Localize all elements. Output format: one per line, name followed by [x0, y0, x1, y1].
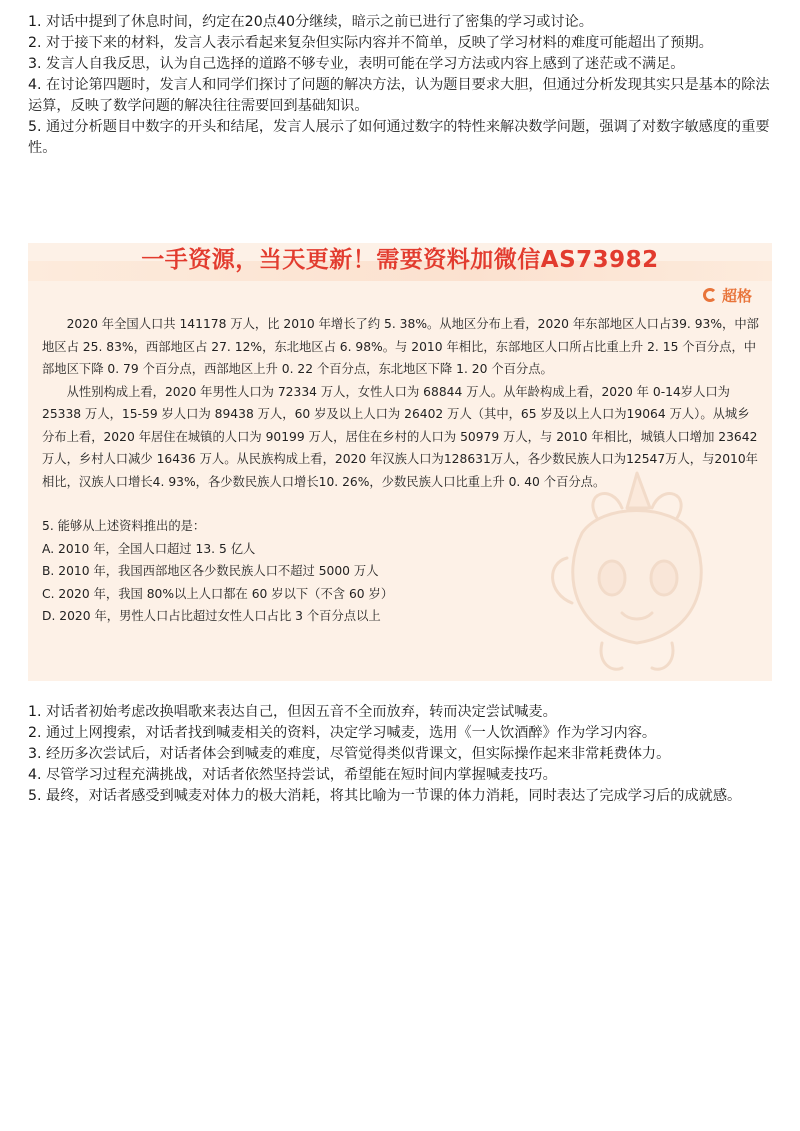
brand-g-icon [703, 288, 717, 302]
passage-paragraph: 2020 年全国人口共 141178 万人，比 2010 年增长了约 5. 38%。从地区分布上看，2020 年东部地区人口占39. 93%，中部地区占 25. 83%，西部地区占 27. 12%，东北地区占 6. 98%。与 2010 年相比，东部地区人口所占比重上升 2. 15 个百分点，中部地区下降 0. 79 个百分点，西部地区上升 0. 22 个百分点，东北地区下降 1. 20 个百分点。 [42, 317, 759, 376]
summary-item: 3. 发言人自我反思，认为自己选择的道路不够专业，表明可能在学习方法或内容上感到了迷茫或不满足。 [28, 56, 685, 72]
question-block [42, 515, 642, 628]
summary-item: 1. 对话者初始考虑改换唱歌来表达自己，但因五音不全而放弃，转而决定尝试喊麦。 [28, 704, 557, 720]
summary-list-bottom [28, 702, 772, 807]
summary-item: 4. 尽管学习过程充满挑战，对话者依然坚持尝试，希望能在短时间内掌握喊麦技巧。 [28, 767, 557, 783]
exam-material-image [28, 243, 772, 681]
summary-list-top [28, 12, 772, 159]
passage [42, 313, 760, 493]
summary-item: 5. 通过分析题目中数字的开头和结尾，发言人展示了如何通过数字的特性来解决数学问题，强调了对数字敏感度的重要性。 [28, 119, 770, 156]
summary-item: 3. 经历多次尝试后，对话者体会到喊麦的难度，尽管觉得类似背课文，但实际操作起来非常耗费体力。 [28, 746, 671, 762]
banner-title: 一手资源，当天更新！需要资料加微信AS73982 [141, 247, 659, 273]
brand-logo [703, 283, 752, 307]
option-b: B. 2010 年，我国西部地区各少数民族人口不超过 5000 万人 [42, 564, 379, 579]
option-a: A. 2010 年，全国人口超过 13. 5 亿人 [42, 541, 256, 556]
summary-item: 2. 对于接下来的材料，发言人表示看起来复杂但实际内容并不简单，反映了学习材料的难度可能超出了预期。 [28, 35, 713, 51]
summary-item: 2. 通过上网搜索，对话者找到喊麦相关的资料，决定学习喊麦，选用《一人饮酒醉》作为学习内容。 [28, 725, 657, 741]
summary-item: 5. 最终，对话者感受到喊麦对体力的极大消耗，将其比喻为一节课的体力消耗，同时表达了完成学习后的成就感。 [28, 788, 742, 804]
passage-paragraph: 从性别构成上看，2020 年男性人口为 72334 万人，女性人口为 68844 万人。从年龄构成上看，2020 年 0-14岁人口为 25338 万人，15-59 岁人口为 89438 万人，60 岁及以上人口为 26402 万人（其中，65 岁及以上人口为19064 万人）。从城乡分布上看，2020 年居住在城镇的人口为 90199 万人，居住在乡村的人口为 50979 万人，与 2010 年相比，城镇人口增加 23642 万人，乡村人口减少 16436 万人。从民族构成上看，2020 年汉族人口为128631万人，各少数民族人口为12547万人，与2010年相比，汉族人口增长4. 93%，各少数民族人口增长10. 26%，少数民族人口比重上升 0. 40 个百分点。 [42, 384, 758, 489]
summary-item: 1. 对话中提到了休息时间，约定在20点40分继续，暗示之前已进行了密集的学习或讨论。 [28, 14, 593, 30]
option-c: C. 2020 年，我国 80%以上人口都在 60 岁以下（不含 60 岁） [42, 586, 394, 601]
option-d: D. 2020 年，男性人口占比超过女性人口占比 3 个百分点以上 [42, 609, 381, 624]
brand-text: 超格 [721, 286, 752, 305]
summary-item: 4. 在讨论第四题时，发言人和同学们探讨了问题的解决方法，认为题目要求大胆，但通过分析发现其实只是基本的除法运算，反映了数学问题的解决往往需要回到基础知识。 [28, 77, 770, 114]
question-stem: 5. 能够从上述资料推出的是： [42, 519, 206, 533]
